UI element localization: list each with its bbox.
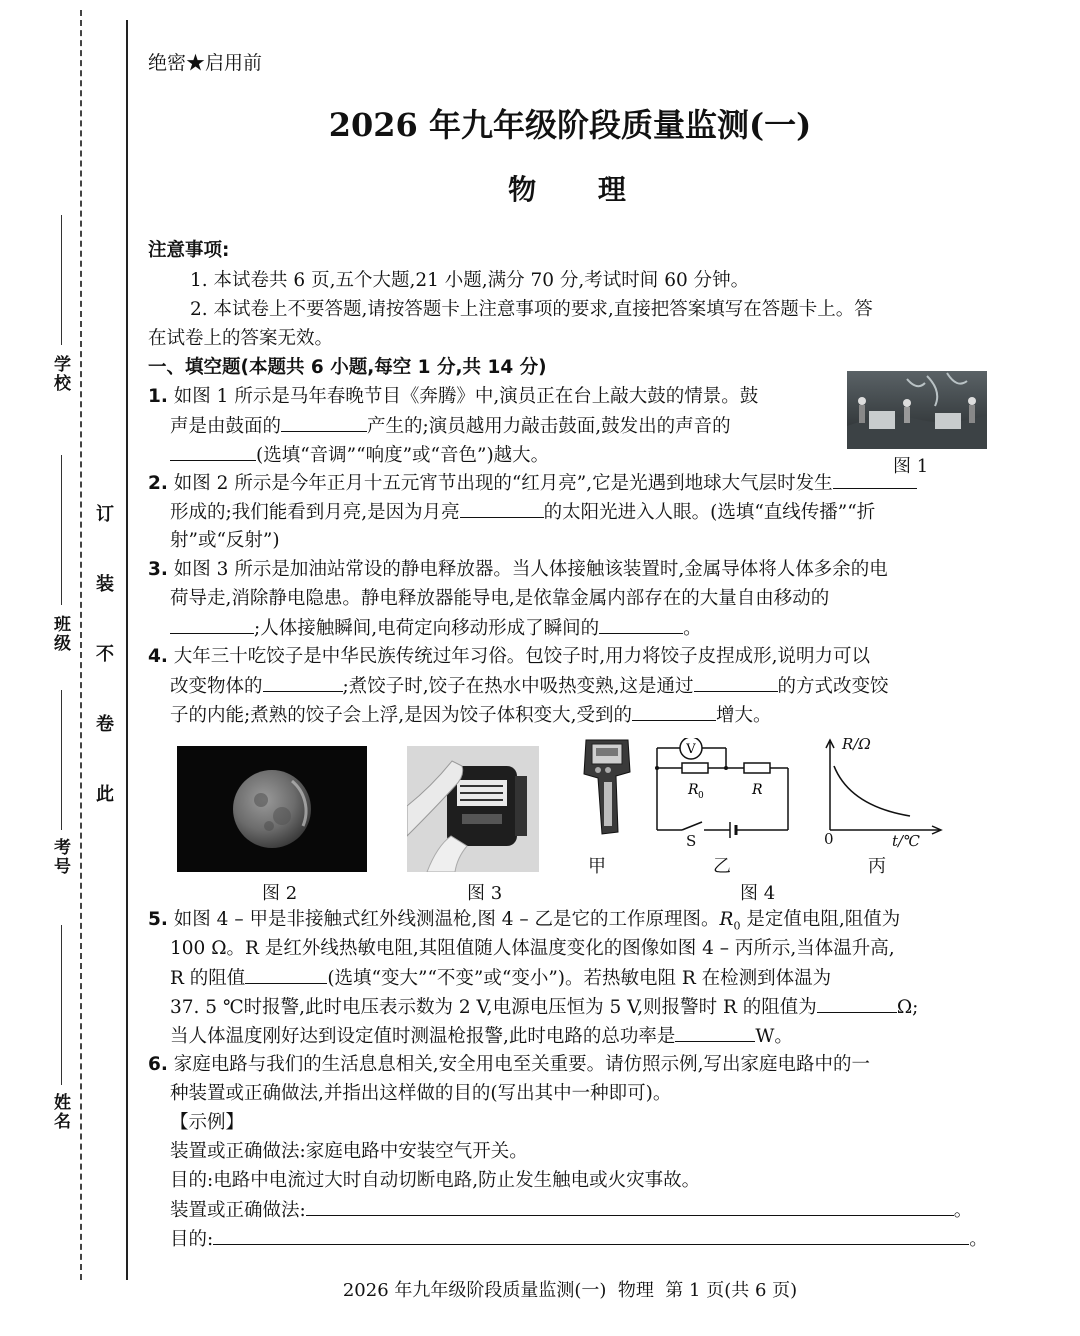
seal-char: 此	[96, 784, 114, 805]
question-4-line-3	[148, 700, 1012, 731]
answer-blank[interactable]	[213, 1224, 969, 1245]
figure-4-thermometer-gun	[578, 732, 636, 842]
figure-2-moon-photo	[177, 746, 367, 872]
question-text: 如图 1 所示是马年春晚节目《奔腾》中,演员正在台上敲大鼓的情景。鼓	[173, 386, 759, 407]
switch-label: S	[686, 832, 697, 850]
question-text: Ω;	[896, 997, 919, 1018]
answer-blank[interactable]	[263, 671, 343, 692]
notice-item-2a: 2. 本试卷上不要答题,请按答题卡上注意事项的要求,直接把答案填写在答题卡上。答	[190, 299, 873, 320]
notice-item-2b: 在试卷上的答案无效。	[148, 328, 334, 349]
question-number: 1.	[148, 386, 168, 407]
notice-heading: 注意事项:	[148, 240, 230, 261]
question-4-line-1	[148, 642, 990, 672]
answer-device-line	[148, 1195, 1012, 1226]
exam-no-label: 考号	[50, 838, 70, 876]
question-text: 装置或正确做法:	[170, 1200, 306, 1221]
name-label: 姓名	[50, 1093, 70, 1131]
name-fill-line	[61, 925, 62, 1085]
question-2-line-3: 射”或“反射”)	[170, 530, 280, 551]
question-6-line-2: 种装置或正确做法,并指出这样做的目的(写出其中一种即可)。	[170, 1083, 672, 1104]
question-3-line-1	[148, 555, 990, 585]
question-text: R 的阻值	[170, 968, 246, 989]
question-5-line-3	[148, 963, 1012, 994]
question-text: 如图 3 所示是加油站常设的静电释放器。当人体接触该装置时,金属导体将人体多余的电	[173, 559, 888, 580]
question-number: 2.	[148, 473, 168, 494]
seal-char: 装	[96, 574, 114, 595]
question-text: 增大。	[716, 705, 772, 726]
r0-subscript: 0	[698, 791, 704, 801]
figure-4-bing-label: 丙	[868, 856, 886, 877]
question-text: R	[719, 909, 734, 930]
r0-label: R	[688, 782, 699, 798]
question-text: 目的:	[170, 1229, 214, 1250]
page-footer: 2026 年九年级阶段质量监测(一) 物理 第 1 页(共 6 页)	[342, 1280, 798, 1301]
page-title: 2026 年九年级阶段质量监测(一)	[328, 106, 812, 144]
voltmeter-symbol: V	[686, 742, 696, 757]
answer-blank[interactable]	[245, 963, 327, 984]
question-number: 5.	[148, 909, 168, 930]
school-label: 学校	[50, 355, 70, 393]
question-number: 4.	[148, 646, 168, 667]
question-6-line-1	[148, 1050, 990, 1080]
question-5-line-2: 100 Ω。R 是红外线热敏电阻,其阻值随人体温度变化的图像如图 4 – 丙所示,当体温升高,	[170, 938, 895, 959]
question-text: 子的内能;煮熟的饺子会上浮,是因为饺子体积变大,受到的	[170, 705, 632, 726]
question-5-line-5	[148, 1021, 1012, 1052]
question-text: ;煮饺子时,饺子在热水中吸热变熟,这是通过	[342, 676, 694, 697]
question-text: 如图 2 所示是今年正月十五元宵节出现的“红月亮”,它是光遇到地球大气层时发生	[173, 473, 833, 494]
question-text: (选填“音调”“响度”或“音色”)越大。	[256, 445, 550, 466]
graph-x-label: t/℃	[892, 832, 920, 850]
question-text: 形成的;我们能看到月亮,是因为月亮	[170, 502, 460, 523]
question-1-line-1	[148, 382, 838, 412]
answer-blank[interactable]	[675, 1021, 755, 1042]
answer-blank[interactable]	[817, 992, 897, 1013]
question-text: ;人体接触瞬间,电荷定向移动形成了瞬间的	[254, 618, 600, 639]
question-text: 的太阳光进入人眼。(选填“直线传播”“折	[543, 502, 876, 523]
exam-no-fill-line	[61, 690, 62, 830]
figure-1-caption: 图 1	[893, 456, 929, 477]
figure-2-caption: 图 2	[262, 883, 298, 904]
class-fill-line	[61, 455, 62, 605]
answer-blank[interactable]	[632, 700, 716, 721]
question-3-line-3	[148, 613, 1012, 644]
question-number: 6.	[148, 1054, 168, 1075]
answer-blank[interactable]	[833, 468, 917, 489]
figure-4-circuit-diagram	[654, 738, 794, 838]
answer-blank[interactable]	[170, 440, 256, 461]
seal-char: 不	[96, 644, 114, 665]
question-text: 。	[683, 618, 702, 639]
margin-rule	[126, 20, 128, 1280]
r-label: R	[752, 782, 763, 798]
question-text: 当人体温度刚好达到设定值时测温枪报警,此时电路的总功率是	[170, 1026, 676, 1047]
example-device: 装置或正确做法:家庭电路中安装空气开关。	[170, 1141, 528, 1162]
graph-origin: 0	[824, 830, 834, 848]
answer-blank[interactable]	[170, 613, 254, 634]
question-1-line-3	[148, 440, 860, 471]
notice-item-1: 1. 本试卷共 6 页,五个大题,21 小题,满分 70 分,考试时间 60 分钟。	[190, 270, 750, 291]
question-1-line-2	[148, 411, 860, 442]
question-text: 改变物体的	[170, 676, 263, 697]
graph-y-label: R/Ω	[842, 735, 871, 753]
answer-blank[interactable]	[599, 613, 683, 634]
example-label: 【示例】	[170, 1112, 245, 1133]
figure-3-static-discharger-photo	[407, 746, 539, 872]
seal-char: 卷	[96, 714, 114, 735]
figure-4-jia-label: 甲	[588, 856, 606, 877]
answer-blank[interactable]	[694, 671, 778, 692]
answer-blank[interactable]	[306, 1195, 954, 1216]
question-text: (选填“变大”“不变”或“变小”)。若热敏电阻 R 在检测到体温为	[327, 968, 832, 989]
answer-blank[interactable]	[460, 497, 544, 518]
answer-blank[interactable]	[281, 411, 367, 432]
class-label: 班级	[50, 615, 70, 653]
school-fill-line	[61, 215, 62, 345]
question-text: 0	[733, 919, 741, 933]
question-text: 。	[969, 1229, 988, 1250]
secret-label: 绝密★启用前	[148, 52, 263, 74]
question-text: 声是由鼓面的	[170, 416, 282, 437]
question-2-line-2	[148, 497, 1012, 528]
figure-4-resistance-graph	[820, 736, 945, 836]
example-purpose: 目的:电路中电流过大时自动切断电路,防止发生触电或火灾事故。	[170, 1170, 701, 1191]
question-text: 37. 5 ℃时报警,此时电压表示数为 2 V,电源电压恒为 5 V,则报警时 R 的阻值为	[170, 997, 817, 1018]
subject-title: 物 理	[508, 173, 652, 206]
question-text: 如图 4 – 甲是非接触式红外线测温枪,图 4 – 乙是它的工作原理图。	[173, 909, 720, 930]
question-3-line-2: 荷导走,消除静电隐患。静电释放器能导电,是依靠金属内部存在的大量自由移动的	[170, 588, 830, 609]
question-text: W。	[755, 1026, 793, 1047]
question-5-line-4	[148, 992, 1012, 1023]
section-heading: 一、填空题(本题共 6 小题,每空 1 分,共 14 分)	[148, 357, 547, 378]
answer-purpose-line	[148, 1224, 1012, 1255]
figure-4-caption: 图 4	[740, 883, 776, 904]
question-text: 是定值电阻,阻值为	[740, 909, 901, 930]
seal-char: 订	[96, 504, 114, 525]
figure-1-photo	[847, 371, 987, 449]
figure-4-yi-label: 乙	[713, 856, 731, 877]
question-text: 的方式改变饺	[777, 676, 889, 697]
question-text: 家庭电路与我们的生活息息相关,安全用电至关重要。请仿照示例,写出家庭电路中的一	[173, 1054, 871, 1075]
question-2-line-1	[148, 468, 990, 499]
question-text: 。	[953, 1200, 973, 1221]
question-number: 3.	[148, 559, 168, 580]
question-text: 产生的;演员越用力敲击鼓面,鼓发出的声音的	[367, 416, 731, 437]
figure-3-caption: 图 3	[467, 883, 503, 904]
question-4-line-2	[148, 671, 1012, 702]
question-text: 大年三十吃饺子是中华民族传统过年习俗。包饺子时,用力将饺子皮捏成形,说明力可以	[173, 646, 871, 667]
